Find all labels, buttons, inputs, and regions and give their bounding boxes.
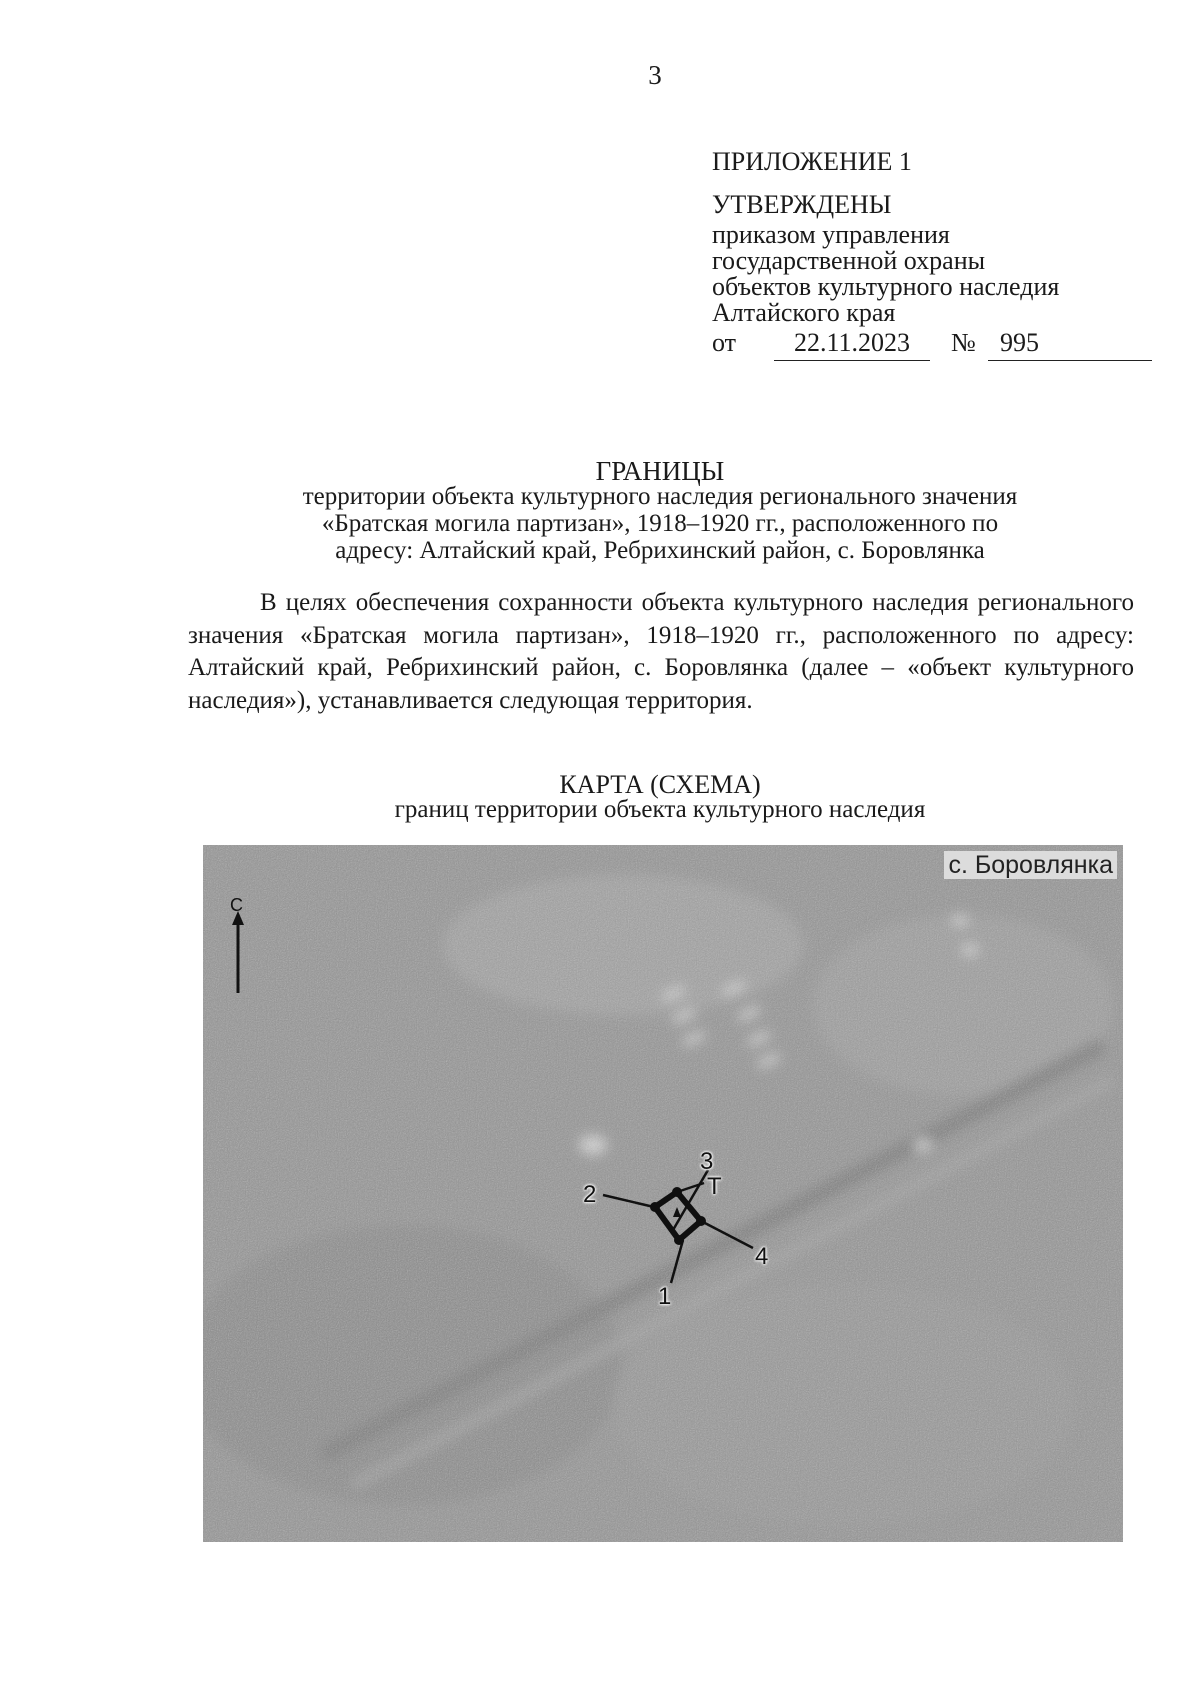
- page-number: 3: [648, 60, 662, 90]
- settlement-label: с. Боровлянка: [944, 851, 1117, 879]
- approval-line: государственной охраны: [712, 246, 986, 275]
- point-label-4: 4: [755, 1243, 769, 1270]
- approval-line: Алтайского края: [712, 298, 896, 327]
- point-label-3: 3: [700, 1148, 714, 1175]
- subtitle-line: «Братская могила партизан», 1918–1920 гг., расположенного по: [321, 510, 999, 537]
- territory-label: Т: [707, 1173, 722, 1200]
- date-prefix: от: [712, 328, 737, 357]
- map-subtitle: границ территории объекта культурного наследия: [394, 796, 926, 823]
- approved-label: УТВЕРЖДЕНЫ: [712, 190, 892, 219]
- satellite-map: [203, 845, 1123, 1542]
- document-title: ГРАНИЦЫ: [595, 456, 725, 486]
- subtitle-line: адресу: Алтайский край, Ребрихинский район, с. Боровлянка: [335, 537, 985, 564]
- point-label-1: 1: [658, 1283, 672, 1310]
- map-grain: [203, 845, 1123, 1542]
- order-number: 995: [988, 330, 1152, 361]
- document-subtitle: [190, 483, 1130, 564]
- order-line: [712, 330, 1152, 366]
- north-label: С: [230, 895, 243, 915]
- appendix-title: ПРИЛОЖЕНИЕ 1: [712, 147, 912, 176]
- approval-line: объектов культурного наследия: [712, 272, 1060, 301]
- map-title: КАРТА (СХЕМА): [559, 770, 761, 799]
- point-label-2: 2: [583, 1181, 597, 1208]
- number-sign: №: [951, 328, 976, 357]
- map-image: [203, 845, 1123, 1542]
- body-paragraph: В целях обеспечения сохранности объекта культурного наследия регионального значения «Братская могила партизан», 1918–1920 гг., расположенного по адресу: Алтайский край, Ребрихинский район, с. Боровлянка (далее – «объект культурного наследия»), устанавливается следующая территория.: [188, 589, 1134, 714]
- appendix-block: [712, 144, 1152, 366]
- approval-line: приказом управления: [712, 220, 950, 249]
- order-date: 22.11.2023: [774, 330, 930, 361]
- subtitle-line: территории объекта культурного наследия регионального значения: [302, 483, 1018, 510]
